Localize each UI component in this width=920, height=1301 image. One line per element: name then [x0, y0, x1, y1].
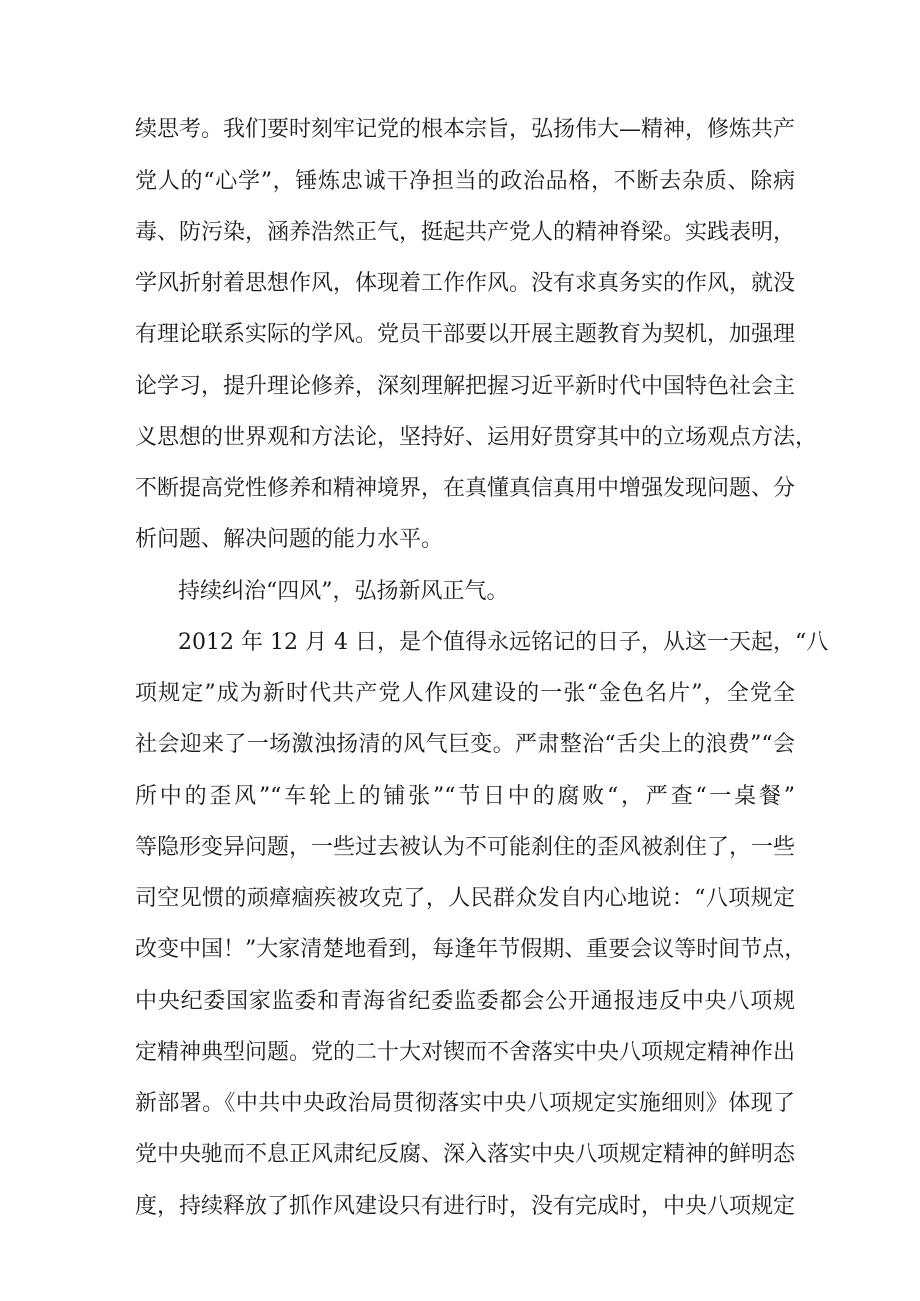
- text-line: 项规定”成为新时代共产党人作风建设的一张“金色名片”，全党全: [135, 681, 795, 706]
- text-line: 度，持续释放了抓作风建设只有进行时，没有完成时，中央八项规定: [135, 1194, 796, 1219]
- text-line: 等隐形变异问题，一些过去被认为不可能刹住的歪风被刹住了，一些: [135, 835, 796, 860]
- text-line: 2012 年 12 月 4 日，是个值得永远铭记的日子，从这一天起，“八: [178, 630, 829, 655]
- text-line: 社会迎来了一场激浊扬清的风气巨变。严肃整治“舌尖上的浪费”“会: [135, 732, 795, 757]
- text-line: 有理论联系实际的学风。党员干部要以开展主题教育为契机，加强理: [135, 322, 796, 347]
- text-line: 毒、防污染，涵养浩然正气，挺起共产党人的精神脊梁。实践表明，: [135, 220, 796, 245]
- text-line: 续思考。我们要时刻牢记党的根本宗旨，弘扬伟大—精神，修炼共产: [135, 117, 796, 142]
- text-line: 党人的“心学”，锤炼忠诚干净担当的政治品格，不断去杂质、除病: [135, 169, 795, 194]
- text-line: 司空见惯的顽瘴痼疾被攻克了，人民群众发自内心地说：“八项规定: [135, 886, 795, 911]
- text-line: 义思想的世界观和方法论，坚持好、运用好贯穿其中的立场观点方法，: [135, 425, 818, 450]
- text-line: 学风折射着思想作风，体现着工作作风。没有求真务实的作风，就没: [135, 271, 796, 296]
- text-line: 析问题、解决问题的能力水平。: [135, 527, 444, 552]
- text-line: 论学习，提升理论修养，深刻理解把握习近平新时代中国特色社会主: [135, 374, 796, 399]
- text-line: 所中的歪风”“车轮上的铺张”“节日中的腐败“，严查“一桌餐”: [135, 784, 795, 809]
- text-line: 党中央驰而不息正风肃纪反腐、深入落实中央八项规定精神的鲜明态: [135, 1142, 796, 1167]
- text-line: 定精神典型问题。党的二十大对锲而不舍落实中央八项规定精神作出: [135, 1040, 796, 1065]
- text-line: 中央纪委国家监委和青海省纪委监委都会公开通报违反中央八项规: [135, 989, 795, 1014]
- text-line: 改变中国！”大家清楚地看到，每逢年节假期、重要会议等时间节点，: [135, 937, 807, 962]
- text-line: 不断提高党性修养和精神境界，在真懂真信真用中增强发现问题、分: [135, 476, 796, 501]
- section-heading: 持续纠治“四风”，弘扬新风正气。: [178, 579, 509, 604]
- text-line: 新部署。《中共中央政治局贯彻落实中央八项规定实施细则》体现了: [135, 1091, 795, 1116]
